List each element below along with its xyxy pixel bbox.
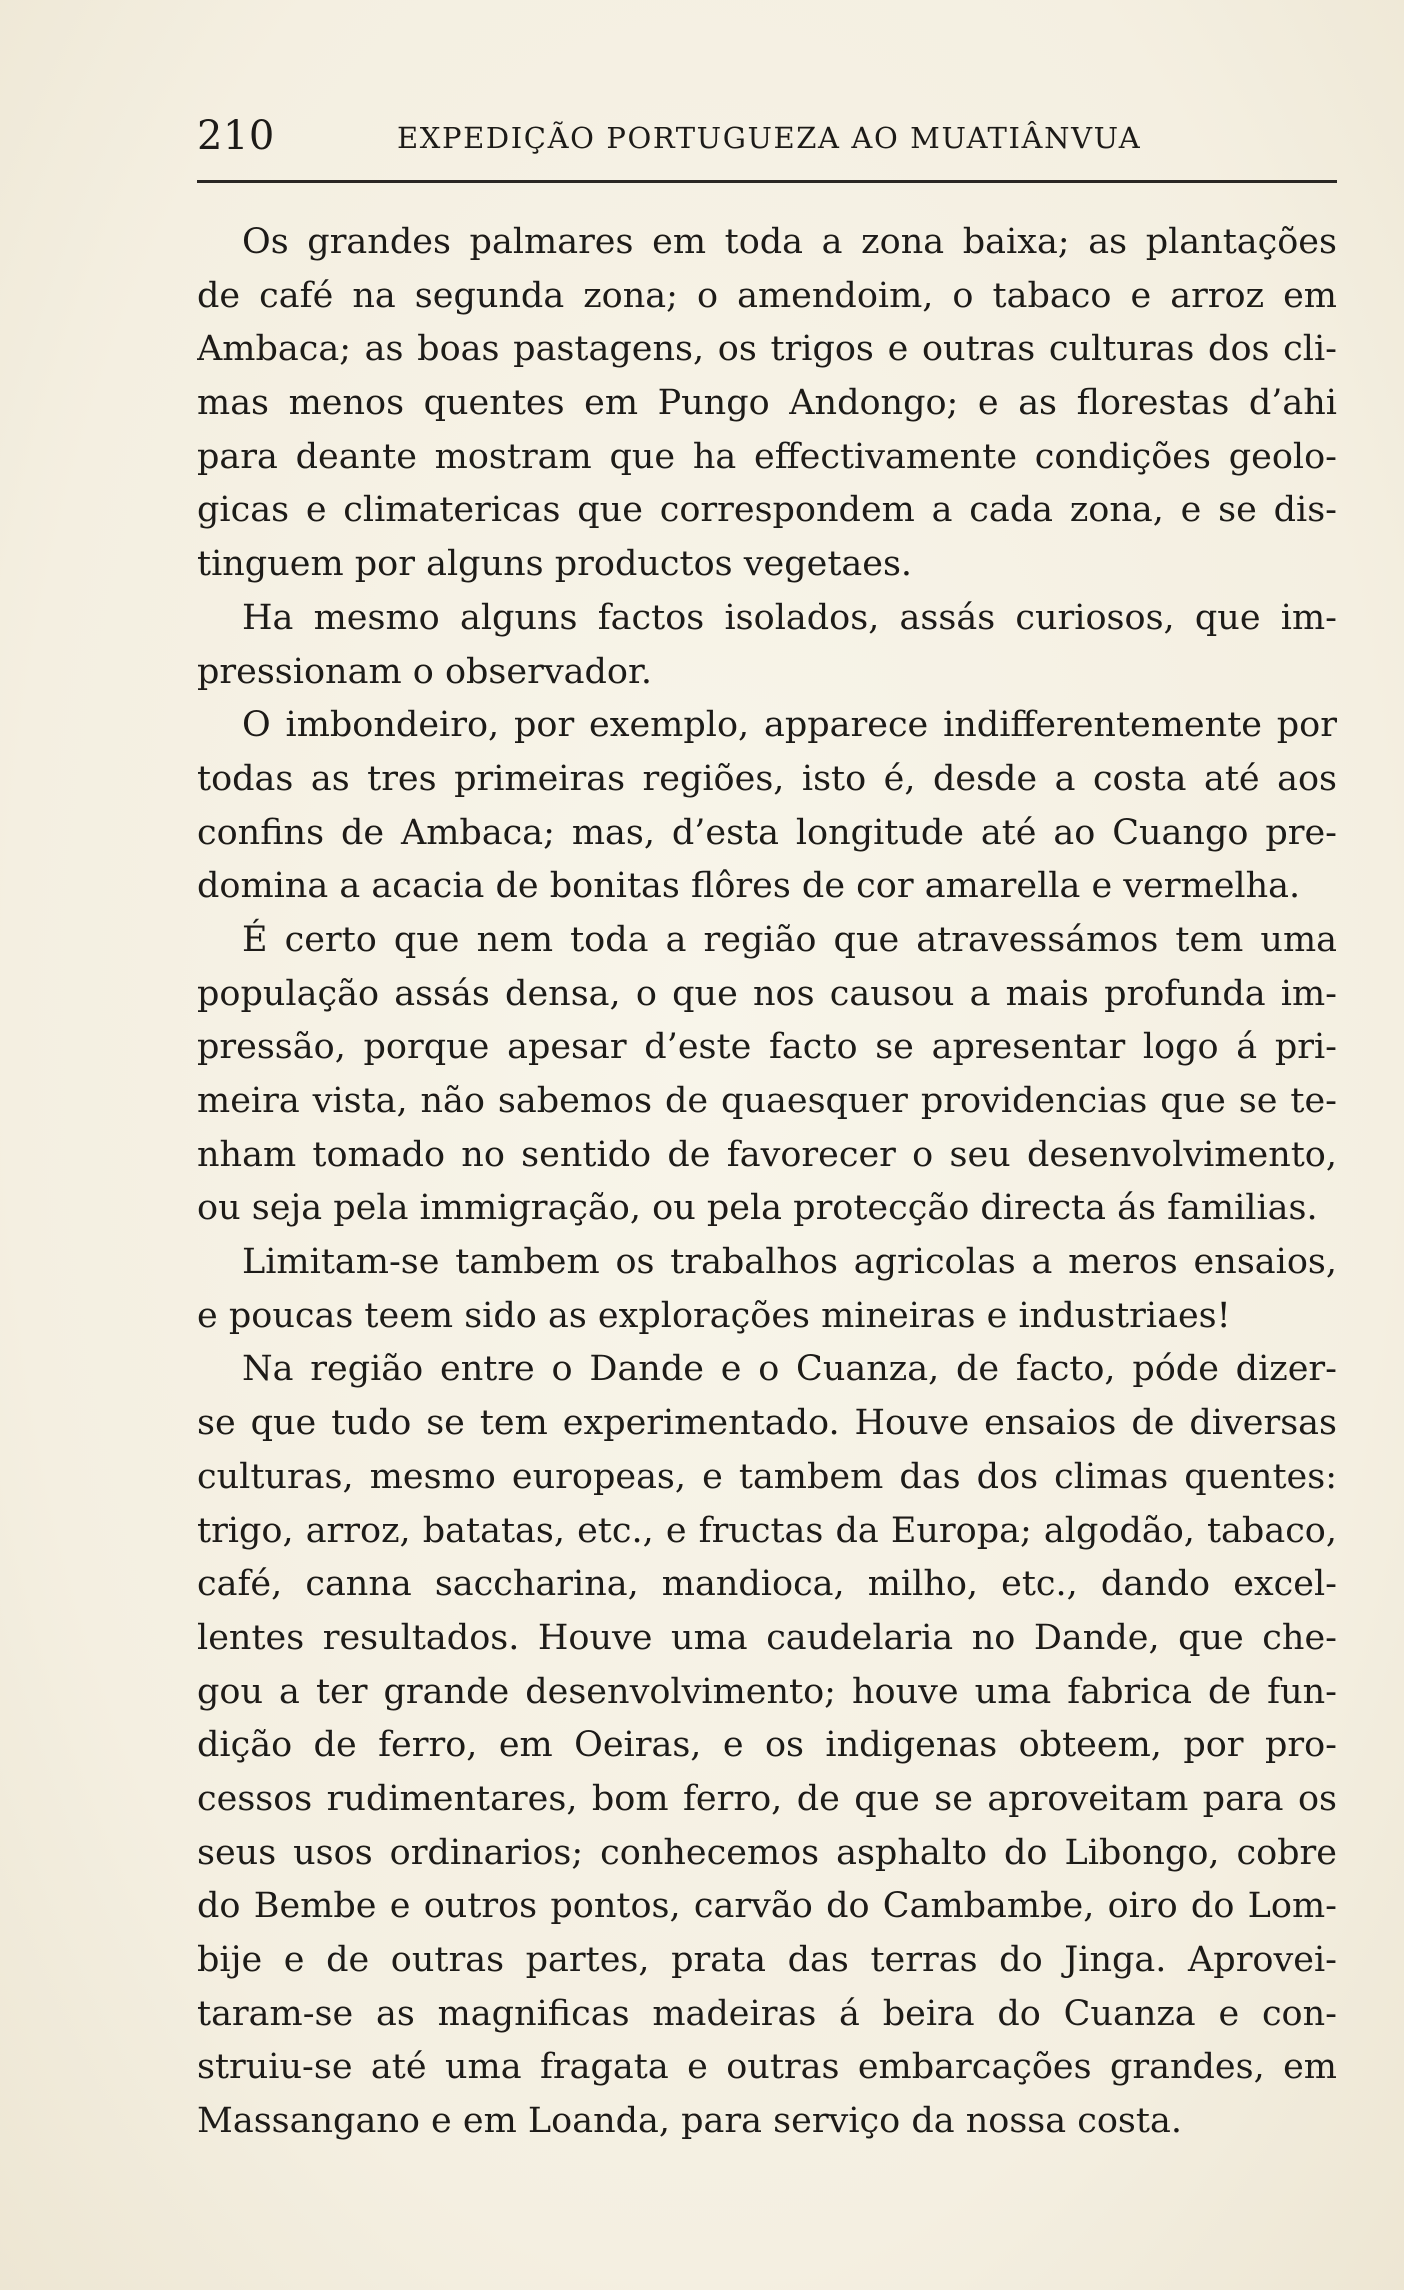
paragraph [197, 914, 1337, 1236]
text-line: café, canna saccharina, mandioca, milho, etc., dando excel- [197, 1564, 1337, 1605]
text-line: Ha mesmo alguns factos isolados, assás curiosos, que im- [242, 597, 1337, 638]
text-line: bije e de outras partes, prata das terras do Jinga. Aprovei- [197, 1940, 1337, 1980]
text-line: trigo, arroz, batatas, etc., e fructas da Europa; algodão, tabaco, [197, 1510, 1337, 1551]
text-line: pressionam o observador. [197, 651, 652, 692]
text-line: ou seja pela immigração, ou pela protecção directa ás familias. [197, 1188, 1318, 1229]
text-line: Limitam-se tambem os trabalhos agricolas a meros ensaios, [242, 1242, 1337, 1283]
body-text [197, 216, 1337, 2149]
text-line: nham tomado no sentido de favorecer o seu desenvolvimento, [197, 1134, 1337, 1175]
text-line: de café na segunda zona; o amendoim, o tabaco e arroz em [197, 275, 1337, 316]
text-line: taram-se as magnificas madeiras á beira do Cuanza e con- [197, 1993, 1337, 2034]
page-number: 210 [197, 113, 275, 159]
text-line: Ambaca; as boas pastagens, os trigos e outras culturas dos cli- [197, 329, 1337, 370]
text-line: se que tudo se tem experimentado. Houve ensaios de diversas [197, 1403, 1337, 1444]
text-line: todas as tres primeiras regiões, isto é, desde a costa até aos [197, 758, 1337, 799]
text-line: pressão, porque apesar d’este facto se apresentar logo á pri- [197, 1027, 1337, 1068]
text-line: Massangano e em Loanda, para serviço da nossa costa. [197, 2101, 1182, 2142]
text-line: cessos rudimentares, bom ferro, de que se aproveitam para os [197, 1778, 1337, 1819]
text-line: domina a acacia de bonitas flôres de cor amarella e vermelha. [197, 866, 1301, 907]
paragraph [197, 699, 1337, 914]
text-line: dição de ferro, em Oeiras, e os indigenas obteem, por pro- [197, 1725, 1337, 1766]
page-header [197, 112, 1337, 172]
text-line: gicas e climatericas que correspondem a cada zona, e se dis- [197, 490, 1337, 531]
paragraph [197, 1343, 1337, 2148]
paragraph [197, 1236, 1337, 1343]
text-line: lentes resultados. Houve uma caudelaria no Dande, que che- [197, 1617, 1337, 1658]
text-line: do Bembe e outros pontos, carvão do Cambambe, oiro do Lom- [197, 1886, 1337, 1927]
text-line: gou a ter grande desenvolvimento; houve uma fabrica de fun- [197, 1671, 1337, 1712]
text-line: O imbondeiro, por exemplo, apparece indifferentemente por [242, 705, 1337, 746]
text-line: população assás densa, o que nos causou a mais profunda im- [197, 973, 1337, 1014]
header-rule [197, 180, 1337, 183]
text-line: culturas, mesmo europeas, e tambem das dos climas quentes: [197, 1456, 1337, 1497]
text-line: mas menos quentes em Pungo Andongo; e as florestas d’ahi [197, 383, 1337, 424]
paragraph [197, 216, 1337, 592]
text-line: É certo que nem toda a região que atravessámos tem uma [242, 919, 1337, 960]
text-line: Na região entre o Dande e o Cuanza, de facto, póde dizer- [242, 1349, 1337, 1390]
text-line: confins de Ambaca; mas, d’esta longitude até ao Cuango pre- [197, 812, 1337, 853]
running-title: EXPEDIÇÃO PORTUGUEZA AO MUATIÂNVUA [397, 121, 1142, 155]
text-line: para deante mostram que ha effectivamente condições geolo- [197, 436, 1337, 477]
text-line: Os grandes palmares em toda a zona baixa; as plantações [242, 222, 1337, 262]
text-line: seus usos ordinarios; conhecemos asphalto do Libongo, cobre [197, 1832, 1337, 1873]
text-line: meira vista, não sabemos de quaesquer providencias que se te- [197, 1081, 1337, 1121]
paragraph [197, 592, 1337, 699]
text-line: struiu-se até uma fragata e outras embarcações grandes, em [197, 2047, 1337, 2088]
text-line: e poucas teem sido as explorações mineiras e industriaes! [197, 1295, 1231, 1336]
text-line: tinguem por alguns productos vegetaes. [197, 544, 913, 585]
